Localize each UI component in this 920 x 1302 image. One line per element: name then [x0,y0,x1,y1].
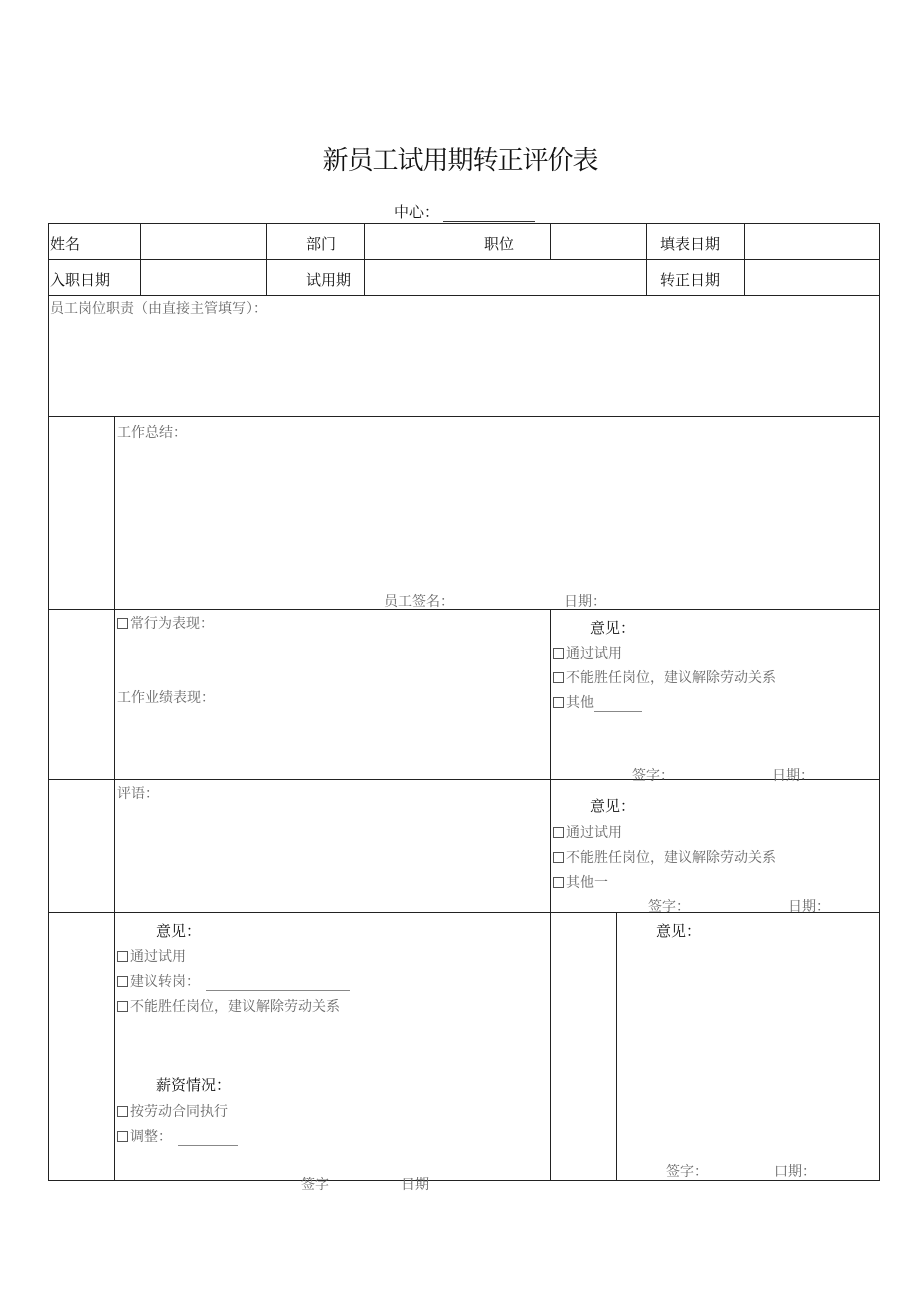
adjust-blank[interactable] [178,1133,238,1146]
grid-line [48,416,880,417]
grid-line [616,912,617,1181]
grid-line [114,416,115,1181]
hr-option-dismiss[interactable]: 不能胜任岗位，建议解除劳动关系 [117,996,340,1016]
manager-option-other[interactable]: 其他一 [553,872,608,892]
checkbox-icon[interactable] [117,618,128,629]
grid-line [48,223,880,224]
checkbox-icon[interactable] [553,877,564,888]
grid-line [646,223,647,295]
comment-label: 评语： [117,786,159,802]
checkbox-icon[interactable] [553,672,564,683]
grid-line [550,609,551,1181]
summary-date-label: 日期： [564,594,606,610]
supervisor-option-other[interactable]: 其他 [553,692,642,712]
hr-sign-label: 签字 [301,1177,329,1193]
entry-date-label: 入职日期 [50,271,111,289]
center-label: 中心： [394,203,440,221]
center-field [394,201,535,222]
position-label: 职位 [484,235,515,253]
supervisor-option-dismiss[interactable]: 不能胜任岗位，建议解除劳动关系 [553,667,776,687]
performance-label: 工作业绩表现： [117,690,215,706]
name-label: 姓名 [50,235,81,253]
manager-date-label: 日期： [788,899,830,915]
duties-label: 员工岗位职责（由直接主管填写）： [50,301,267,317]
final-date-label: 口期： [774,1164,816,1180]
checkbox-icon[interactable] [553,648,564,659]
manager-option-dismiss[interactable]: 不能胜任岗位，建议解除劳动关系 [553,847,776,867]
grid-line [48,912,880,913]
summary-label: 工作总结： [117,425,187,441]
checkbox-icon[interactable] [117,951,128,962]
supervisor-option-pass[interactable]: 通过试用 [553,643,622,663]
grid-line [266,223,267,295]
probation-label: 试用期 [306,271,352,289]
manager-opinion-title: 意见： [590,797,636,815]
grid-line [48,609,880,610]
other-blank[interactable] [594,699,642,712]
grid-line [364,223,365,295]
salary-title: 薪资情况： [156,1076,232,1094]
hr-opinion-title: 意见： [156,922,202,940]
manager-sign-label: 签字： [648,899,690,915]
supervisor-sign-label: 签字： [632,768,674,784]
supervisor-opinion-title: 意见： [590,619,636,637]
hr-option-contract[interactable]: 按劳动合同执行 [117,1101,228,1121]
grid-line [48,259,880,260]
page-title: 新员工试用期转正评价表 [322,146,598,176]
checkbox-icon[interactable] [553,852,564,863]
center-input[interactable] [443,207,535,222]
supervisor-date-label: 日期： [772,768,814,784]
manager-option-pass[interactable]: 通过试用 [553,822,622,842]
confirm-date-label: 转正日期 [660,271,721,289]
name-input[interactable] [142,226,264,257]
final-opinion-title: 意见： [656,922,702,940]
hr-sign-clip [115,1170,549,1193]
checkbox-icon[interactable] [117,1131,128,1142]
hr-option-pass[interactable]: 通过试用 [117,946,186,966]
checkbox-icon[interactable] [117,1001,128,1012]
grid-line [744,223,745,295]
grid-line [48,1180,880,1181]
grid-line [48,779,880,780]
checkbox-icon[interactable] [553,827,564,838]
grid-line [48,295,880,296]
fill-date-label: 填表日期 [660,235,721,253]
grid-line [550,223,551,259]
final-sign-label: 签字： [666,1164,708,1180]
dept-label: 部门 [306,235,337,253]
checkbox-icon[interactable] [117,1106,128,1117]
grid-line [48,223,49,1181]
transfer-blank[interactable] [206,978,350,991]
checkbox-icon[interactable] [117,976,128,987]
hr-option-adjust[interactable]: 调整： [117,1126,238,1146]
grid-line [140,223,141,295]
checkbox-icon[interactable] [553,697,564,708]
behavior-label: 常行为表现： [117,613,214,633]
hr-option-transfer[interactable]: 建议转岗： [117,971,350,991]
employee-sign-label: 员工签名： [384,594,454,610]
hr-date-label: 日期 [401,1177,429,1193]
grid-line [879,223,880,1181]
